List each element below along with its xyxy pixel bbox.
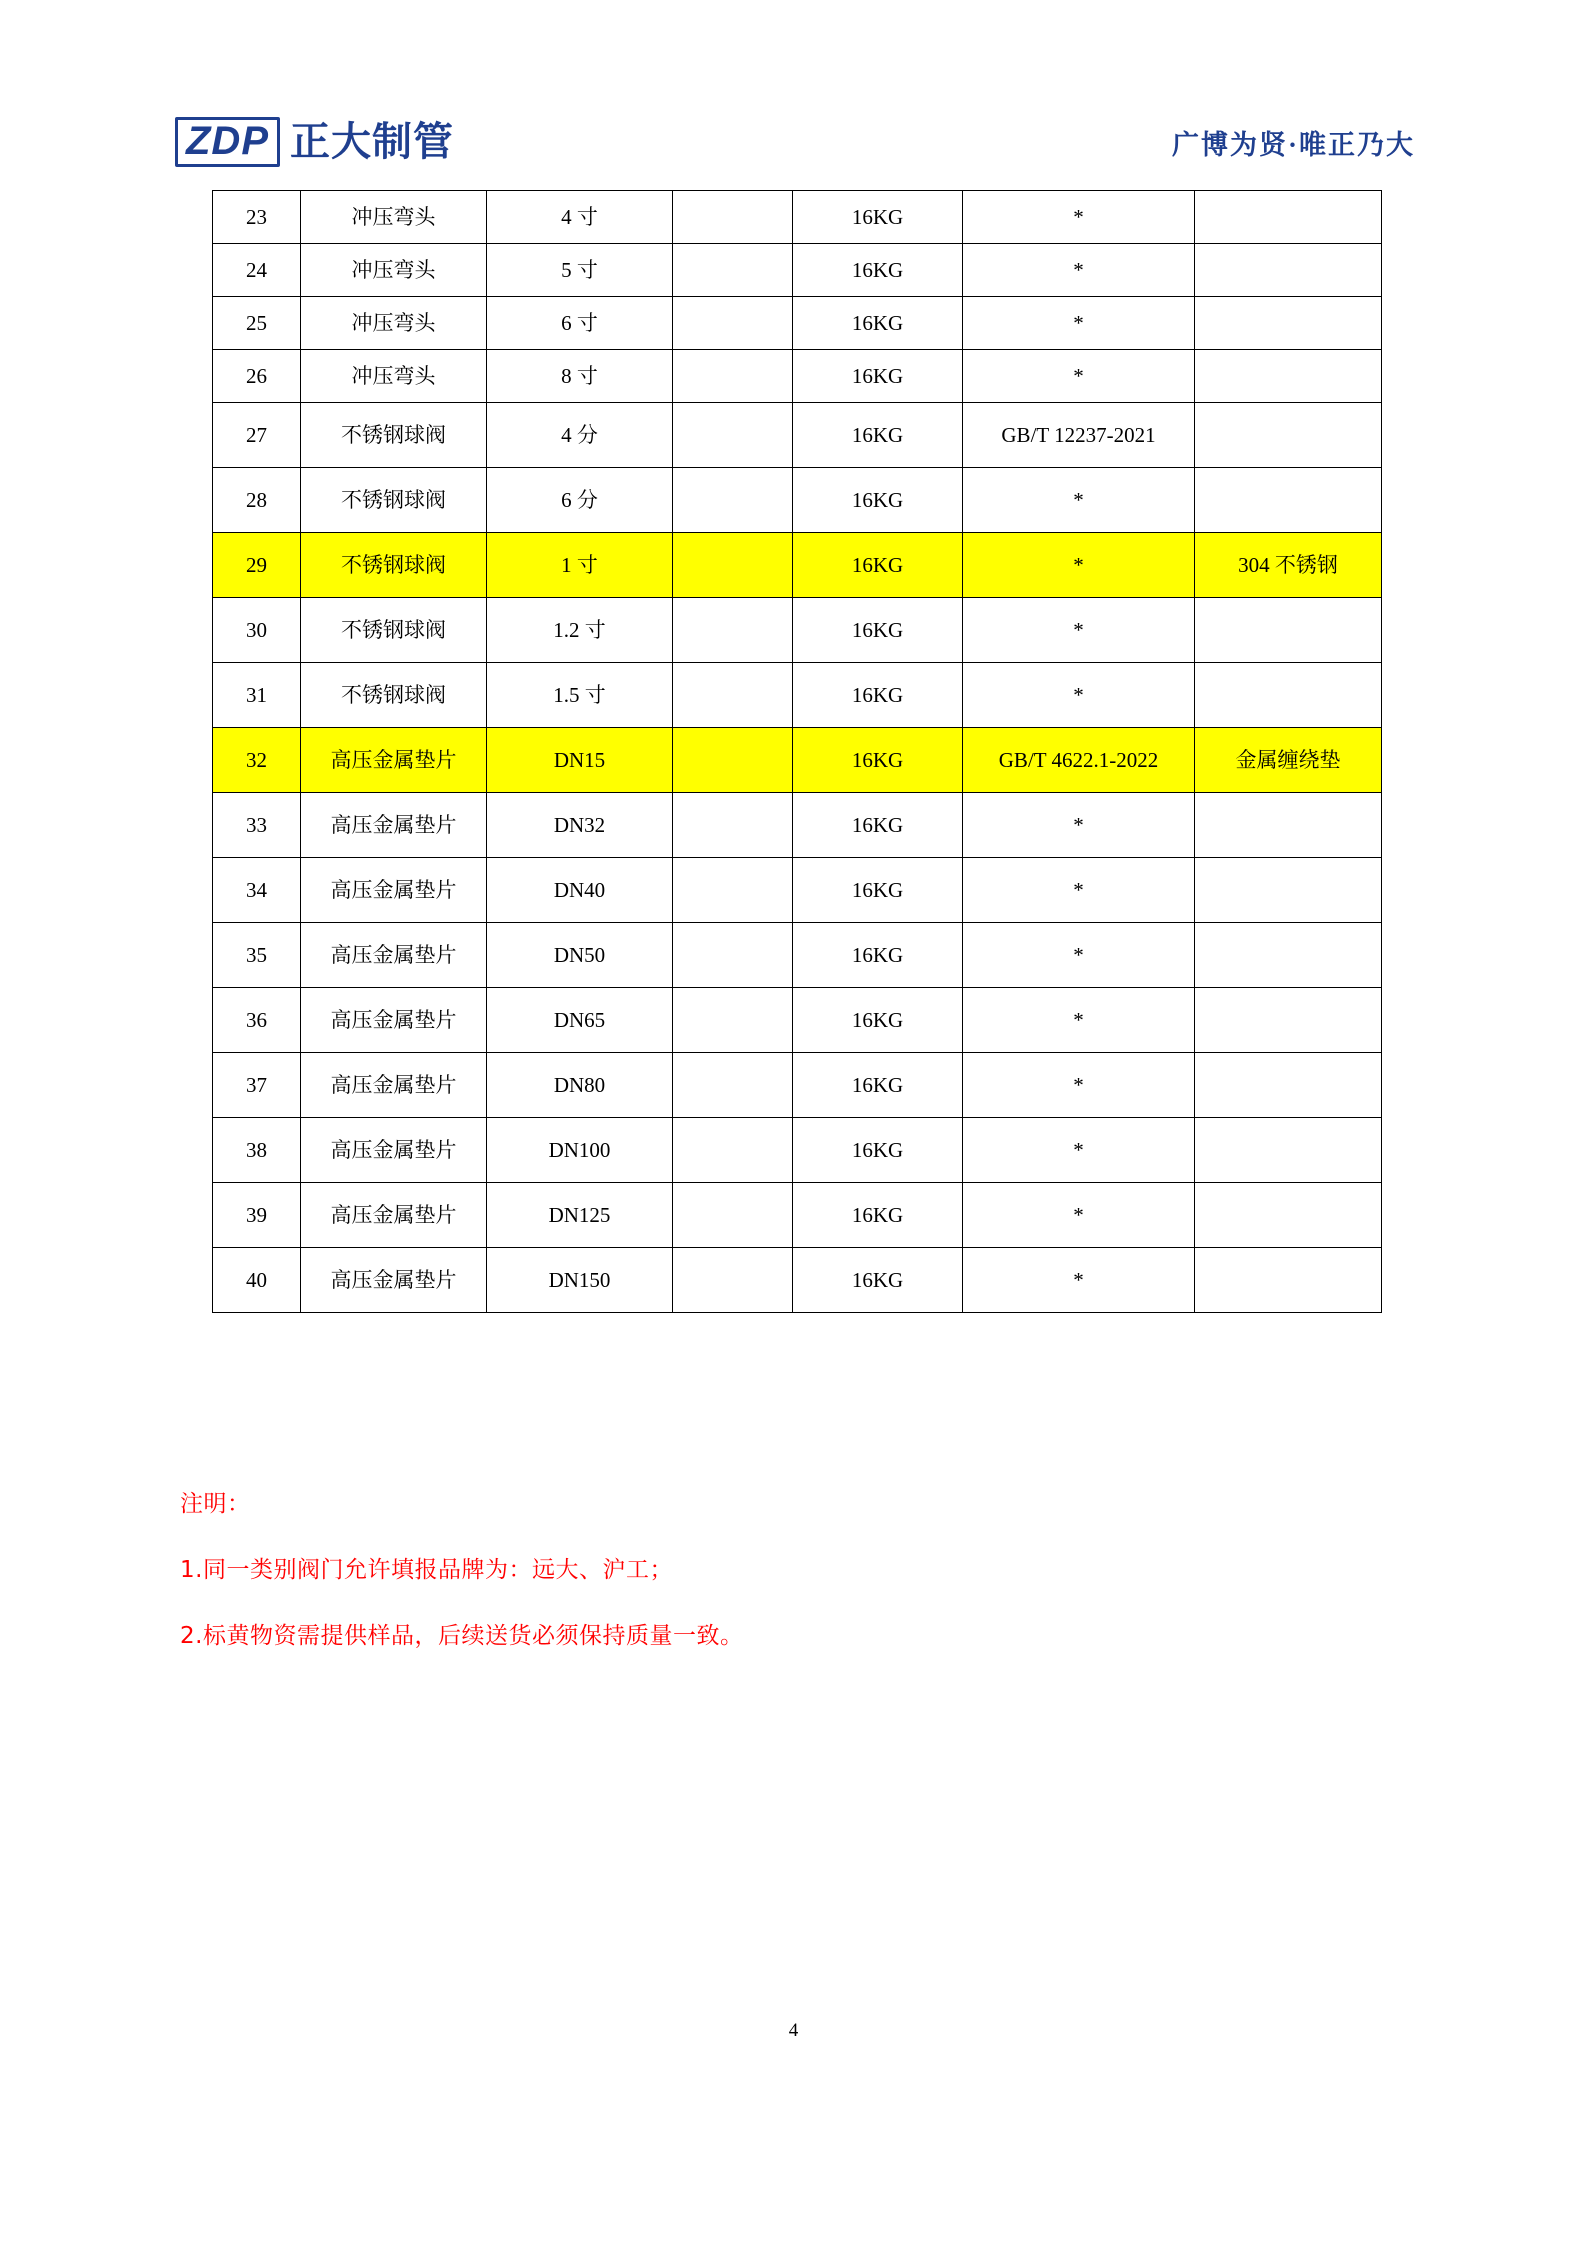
cell-no: 36: [213, 988, 301, 1053]
cell-spec: DN150: [487, 1248, 673, 1313]
cell-qty: [673, 533, 793, 598]
cell-standard: *: [963, 988, 1195, 1053]
cell-spec: DN32: [487, 793, 673, 858]
page-header: [175, 112, 1415, 172]
cell-standard: *: [963, 533, 1195, 598]
cell-pressure: 16KG: [793, 1183, 963, 1248]
cell-spec: 1 寸: [487, 533, 673, 598]
table-row: [213, 350, 1382, 403]
cell-no: 23: [213, 191, 301, 244]
table-row: [213, 988, 1382, 1053]
cell-standard: *: [963, 297, 1195, 350]
cell-qty: [673, 1183, 793, 1248]
table-row: [213, 663, 1382, 728]
cell-name: 高压金属垫片: [301, 793, 487, 858]
cell-note: [1195, 244, 1382, 297]
cell-no: 33: [213, 793, 301, 858]
cell-name: 高压金属垫片: [301, 988, 487, 1053]
cell-qty: [673, 297, 793, 350]
cell-name: 冲压弯头: [301, 350, 487, 403]
cell-qty: [673, 244, 793, 297]
note-item-2: 2.标黄物资需提供样品，后续送货必须保持质量一致。: [180, 1623, 744, 1649]
cell-no: 32: [213, 728, 301, 793]
cell-qty: [673, 793, 793, 858]
table-row: [213, 598, 1382, 663]
specification-table-wrapper: [212, 190, 1381, 1313]
cell-note: [1195, 1053, 1382, 1118]
cell-spec: 6 寸: [487, 297, 673, 350]
cell-pressure: 16KG: [793, 598, 963, 663]
cell-note: [1195, 403, 1382, 468]
cell-qty: [673, 1118, 793, 1183]
cell-pressure: 16KG: [793, 663, 963, 728]
table-row: [213, 297, 1382, 350]
cell-no: 31: [213, 663, 301, 728]
cell-name: 高压金属垫片: [301, 1183, 487, 1248]
cell-qty: [673, 728, 793, 793]
cell-name: 不锈钢球阀: [301, 598, 487, 663]
cell-standard: *: [963, 350, 1195, 403]
notes-section: [180, 1485, 1380, 1683]
cell-standard: *: [963, 858, 1195, 923]
cell-no: 38: [213, 1118, 301, 1183]
cell-standard: *: [963, 1118, 1195, 1183]
cell-no: 24: [213, 244, 301, 297]
cell-name: 高压金属垫片: [301, 1053, 487, 1118]
cell-note: [1195, 468, 1382, 533]
table-row: [213, 468, 1382, 533]
cell-name: 冲压弯头: [301, 191, 487, 244]
cell-spec: DN50: [487, 923, 673, 988]
cell-note: [1195, 350, 1382, 403]
cell-note: 金属缠绕垫: [1195, 728, 1382, 793]
table-row: [213, 1248, 1382, 1313]
cell-note: [1195, 1248, 1382, 1313]
cell-spec: 4 寸: [487, 191, 673, 244]
cell-pressure: 16KG: [793, 350, 963, 403]
table-row: [213, 923, 1382, 988]
table-row: [213, 728, 1382, 793]
cell-standard: *: [963, 191, 1195, 244]
logo-mark-zdp: ZDP: [175, 117, 280, 167]
cell-qty: [673, 350, 793, 403]
cell-pressure: 16KG: [793, 191, 963, 244]
cell-spec: DN80: [487, 1053, 673, 1118]
cell-note: [1195, 1183, 1382, 1248]
cell-spec: DN15: [487, 728, 673, 793]
cell-pressure: 16KG: [793, 793, 963, 858]
cell-standard: GB/T 4622.1-2022: [963, 728, 1195, 793]
specification-table: [212, 190, 1382, 1313]
cell-standard: GB/T 12237-2021: [963, 403, 1195, 468]
cell-qty: [673, 858, 793, 923]
cell-name: 冲压弯头: [301, 244, 487, 297]
table-row: [213, 191, 1382, 244]
cell-no: 39: [213, 1183, 301, 1248]
cell-standard: *: [963, 1183, 1195, 1248]
cell-standard: *: [963, 923, 1195, 988]
cell-pressure: 16KG: [793, 297, 963, 350]
cell-pressure: 16KG: [793, 533, 963, 598]
cell-name: 高压金属垫片: [301, 923, 487, 988]
cell-name: 不锈钢球阀: [301, 468, 487, 533]
cell-no: 26: [213, 350, 301, 403]
cell-spec: 1.5 寸: [487, 663, 673, 728]
page-number: 4: [788, 2020, 799, 2041]
cell-note: [1195, 297, 1382, 350]
cell-no: 35: [213, 923, 301, 988]
cell-qty: [673, 468, 793, 533]
cell-name: 冲压弯头: [301, 297, 487, 350]
cell-note: 304 不锈钢: [1195, 533, 1382, 598]
cell-note: [1195, 793, 1382, 858]
cell-qty: [673, 663, 793, 728]
cell-spec: 5 寸: [487, 244, 673, 297]
cell-spec: 4 分: [487, 403, 673, 468]
cell-no: 30: [213, 598, 301, 663]
cell-qty: [673, 1248, 793, 1313]
cell-pressure: 16KG: [793, 1118, 963, 1183]
cell-pressure: 16KG: [793, 988, 963, 1053]
table-row: [213, 244, 1382, 297]
cell-note: [1195, 988, 1382, 1053]
cell-spec: 6 分: [487, 468, 673, 533]
cell-name: 不锈钢球阀: [301, 533, 487, 598]
cell-pressure: 16KG: [793, 858, 963, 923]
cell-pressure: 16KG: [793, 403, 963, 468]
cell-qty: [673, 923, 793, 988]
cell-spec: 1.2 寸: [487, 598, 673, 663]
company-slogan: 广博为贤·唯正乃大: [1171, 129, 1415, 160]
cell-note: [1195, 858, 1382, 923]
note-item-1: 1.同一类别阀门允许填报品牌为：远大、沪工；: [180, 1557, 673, 1583]
cell-name: 高压金属垫片: [301, 1118, 487, 1183]
cell-note: [1195, 1118, 1382, 1183]
cell-standard: *: [963, 244, 1195, 297]
cell-no: 29: [213, 533, 301, 598]
table-row: [213, 1053, 1382, 1118]
cell-qty: [673, 988, 793, 1053]
cell-spec: DN100: [487, 1118, 673, 1183]
cell-no: 34: [213, 858, 301, 923]
notes-title: 注明：: [180, 1491, 251, 1517]
table-row: [213, 1183, 1382, 1248]
table-row: [213, 1118, 1382, 1183]
cell-no: 28: [213, 468, 301, 533]
cell-note: [1195, 191, 1382, 244]
cell-no: 25: [213, 297, 301, 350]
cell-name: 不锈钢球阀: [301, 663, 487, 728]
cell-pressure: 16KG: [793, 1248, 963, 1313]
cell-qty: [673, 1053, 793, 1118]
cell-standard: *: [963, 1248, 1195, 1313]
cell-qty: [673, 403, 793, 468]
cell-pressure: 16KG: [793, 728, 963, 793]
cell-note: [1195, 663, 1382, 728]
cell-spec: DN40: [487, 858, 673, 923]
cell-standard: *: [963, 663, 1195, 728]
table-row: [213, 793, 1382, 858]
cell-no: 37: [213, 1053, 301, 1118]
cell-qty: [673, 191, 793, 244]
cell-name: 高压金属垫片: [301, 1248, 487, 1313]
cell-name: 不锈钢球阀: [301, 403, 487, 468]
cell-name: 高压金属垫片: [301, 728, 487, 793]
cell-note: [1195, 598, 1382, 663]
table-row: [213, 403, 1382, 468]
cell-standard: *: [963, 1053, 1195, 1118]
cell-name: 高压金属垫片: [301, 858, 487, 923]
cell-spec: DN65: [487, 988, 673, 1053]
company-logo: [175, 117, 454, 167]
logo-company-name: 正大制管: [290, 120, 454, 164]
cell-pressure: 16KG: [793, 468, 963, 533]
cell-qty: [673, 598, 793, 663]
cell-pressure: 16KG: [793, 244, 963, 297]
cell-standard: *: [963, 468, 1195, 533]
cell-pressure: 16KG: [793, 1053, 963, 1118]
table-row: [213, 533, 1382, 598]
cell-note: [1195, 923, 1382, 988]
cell-pressure: 16KG: [793, 923, 963, 988]
cell-spec: 8 寸: [487, 350, 673, 403]
cell-no: 40: [213, 1248, 301, 1313]
cell-spec: DN125: [487, 1183, 673, 1248]
cell-standard: *: [963, 793, 1195, 858]
cell-no: 27: [213, 403, 301, 468]
cell-standard: *: [963, 598, 1195, 663]
table-row: [213, 858, 1382, 923]
